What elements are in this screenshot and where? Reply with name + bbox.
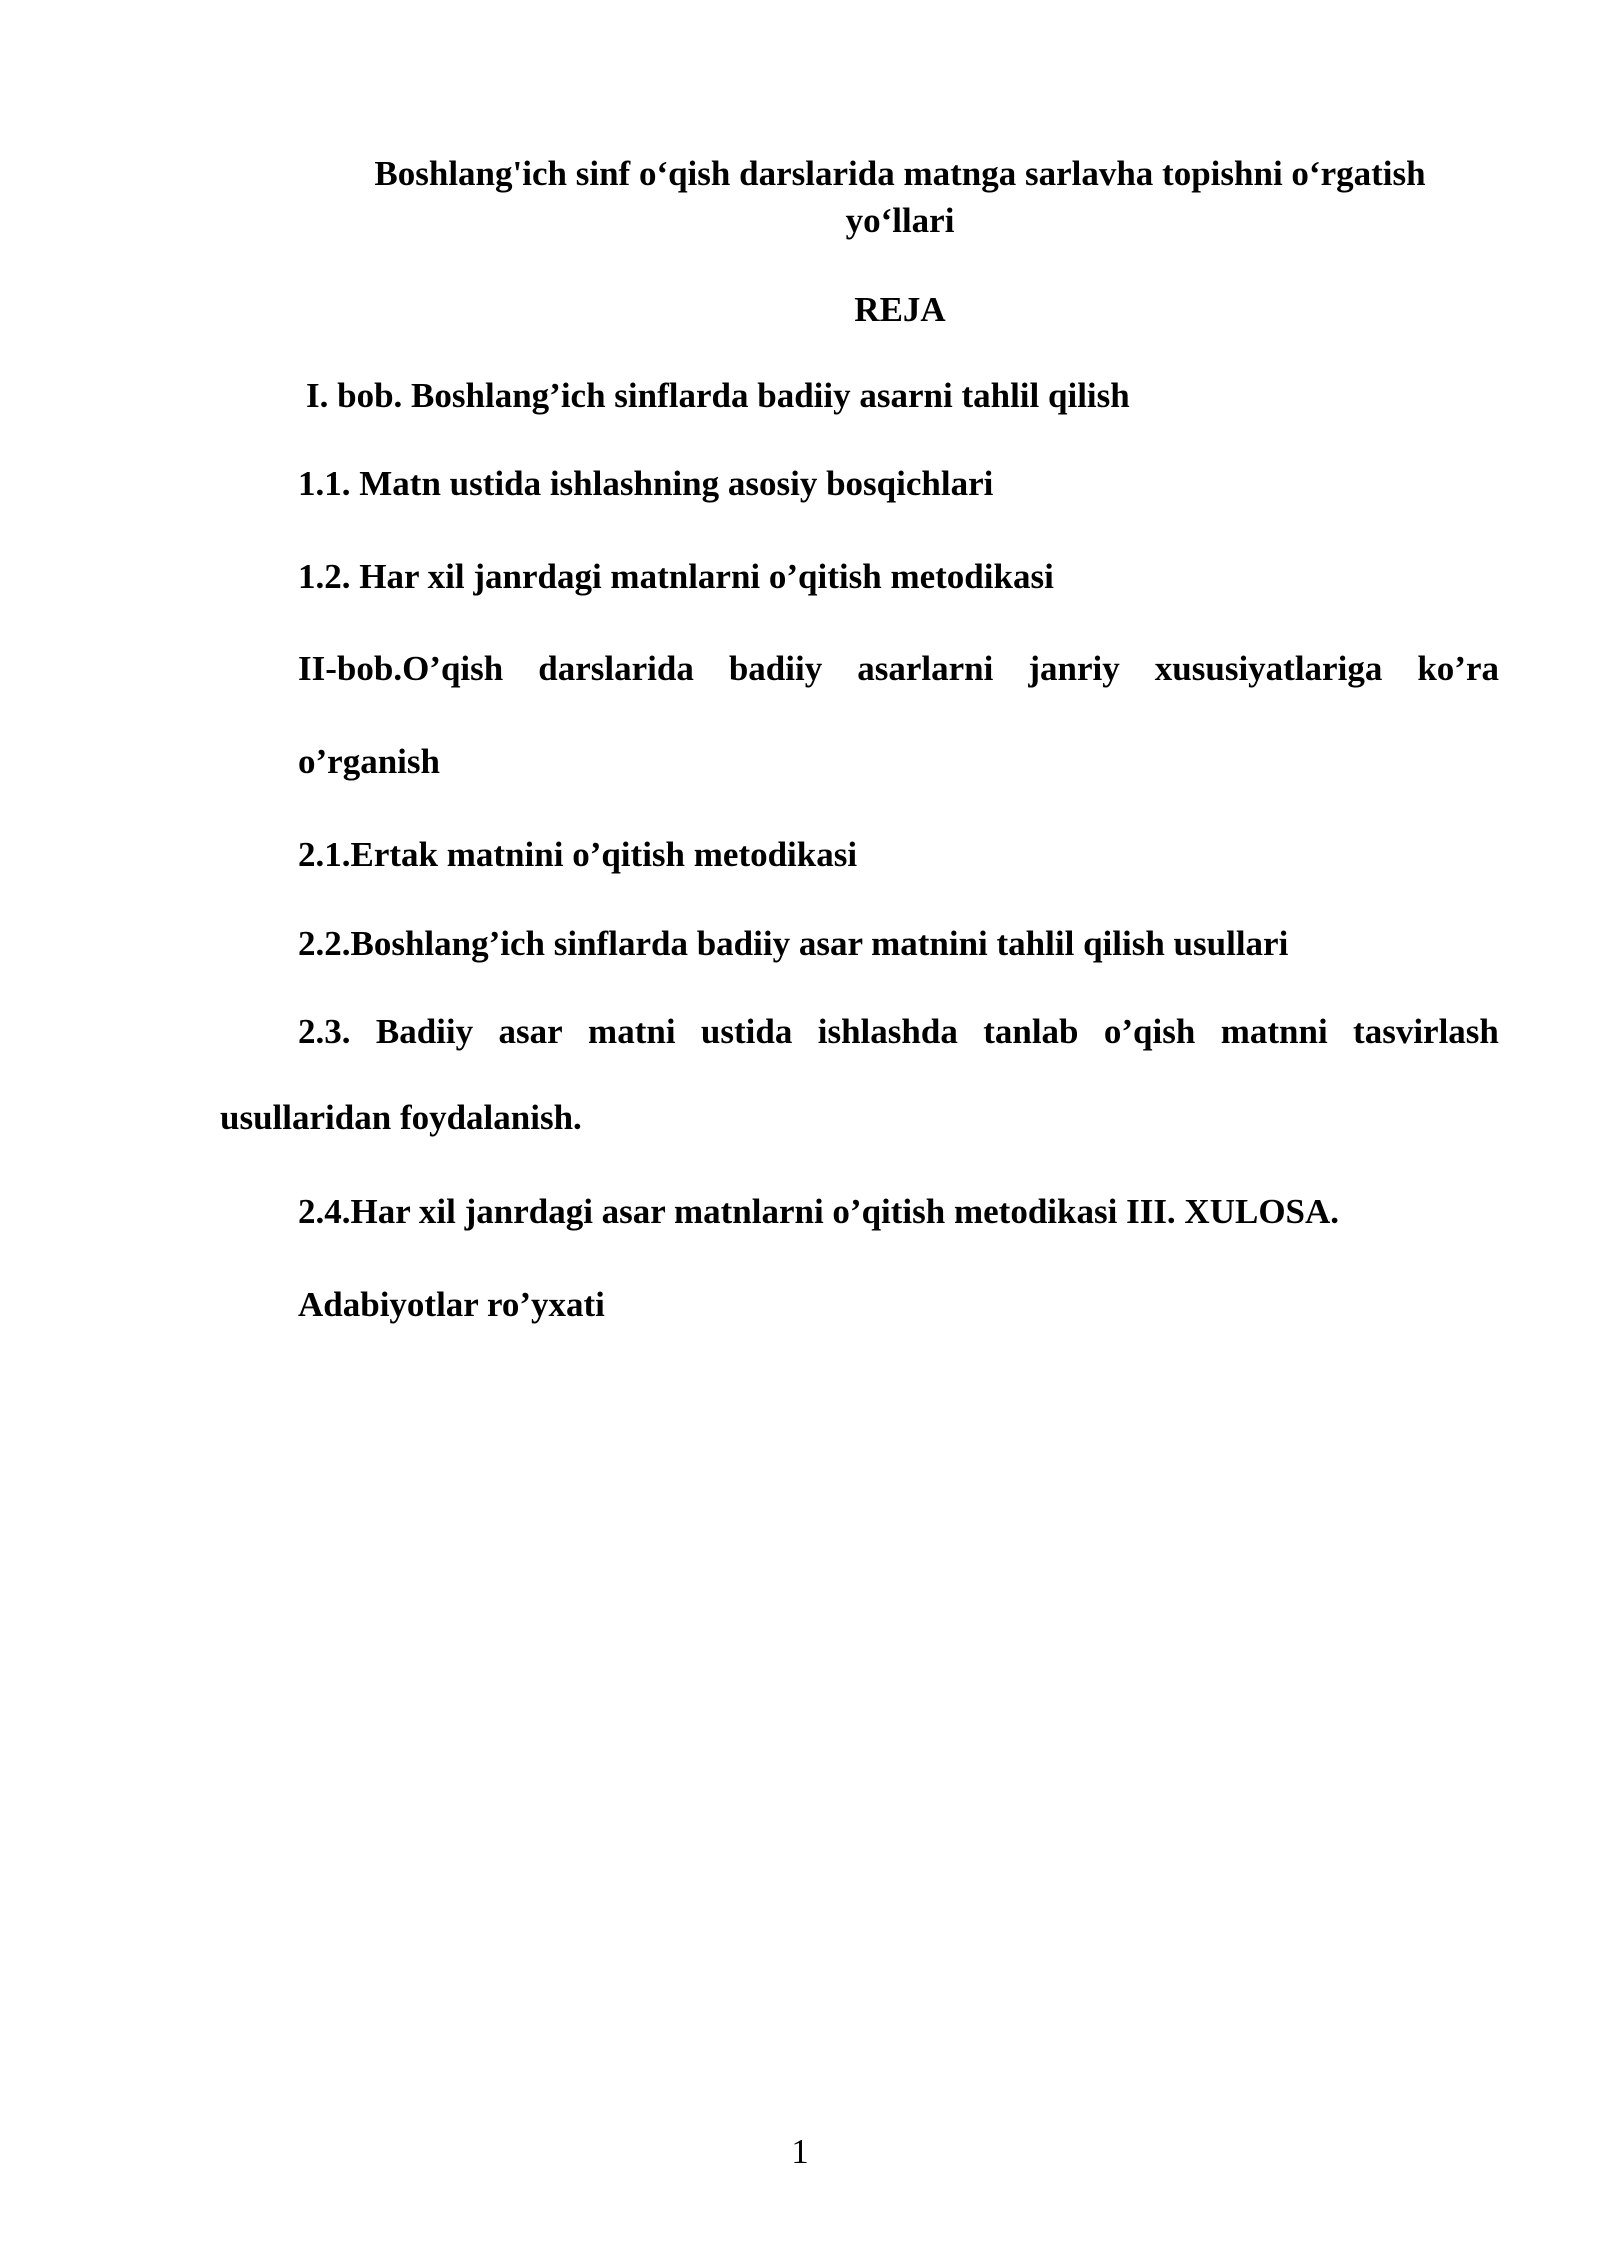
chapter-2-word: janriy xyxy=(1028,649,1120,688)
chapter-2-word: xususiyatlariga xyxy=(1154,649,1383,688)
section-2-3-word: Badiiy xyxy=(375,1012,474,1051)
section-1-1-entry: 1.1. Matn ustida ishlashning asosiy bosqichlari xyxy=(298,464,994,503)
section-2-3-word: tasvirlash xyxy=(1353,1012,1499,1051)
chapter-1-entry: I. bob. Boshlang’ich sinflarda badiiy asarni tahlil qilish xyxy=(306,376,1130,415)
section-2-3-word: asar xyxy=(498,1012,563,1051)
section-2-3-word: tanlab xyxy=(983,1012,1079,1051)
section-2-3-word: matnni xyxy=(1220,1012,1328,1051)
section-2-3-word: 2.3. xyxy=(298,1012,351,1051)
document-title xyxy=(300,150,1500,244)
section-2-3-word: matni xyxy=(588,1012,676,1051)
chapter-2-entry-line-2: o’rganish xyxy=(298,742,440,781)
chapter-2-entry-line-1 xyxy=(298,645,1499,692)
section-2-3-word: ishlashda xyxy=(817,1012,958,1051)
chapter-2-word: darslarida xyxy=(538,649,694,688)
chapter-2-word: II-bob.O’qish xyxy=(298,649,504,688)
section-2-2-entry: 2.2.Boshlang’ich sinflarda badiiy asar matnini tahlil qilish usullari xyxy=(298,924,1289,963)
plan-heading: REJA xyxy=(854,290,946,329)
section-2-3-word: ustida xyxy=(700,1012,793,1051)
chapter-2-word: badiiy xyxy=(728,649,823,688)
section-2-3-entry-line-1 xyxy=(298,1008,1499,1055)
document-title-line-2: yo‘llari xyxy=(845,201,955,240)
chapter-2-word: asarlarni xyxy=(857,649,994,688)
section-2-3-entry-line-2: usullaridan foydalanish. xyxy=(220,1098,582,1137)
section-2-3-word: o’qish xyxy=(1103,1012,1196,1051)
page-number: 1 xyxy=(791,2132,809,2171)
section-1-2-entry: 1.2. Har xil janrdagi matnlarni o’qitish metodikasi xyxy=(298,557,1054,596)
section-2-1-entry: 2.1.Ertak matnini o’qitish metodikasi xyxy=(298,835,858,874)
chapter-2-word: ko’ra xyxy=(1417,649,1499,688)
section-2-4-entry: 2.4.Har xil janrdagi asar matnlarni o’qitish metodikasi III. XULOSA. xyxy=(298,1192,1340,1231)
references-entry: Adabiyotlar ro’yxati xyxy=(298,1285,605,1324)
document-title-line-1: Boshlang'ich sinf o‘qish darslarida matnga sarlavha topishni o‘rgatish xyxy=(374,154,1426,193)
